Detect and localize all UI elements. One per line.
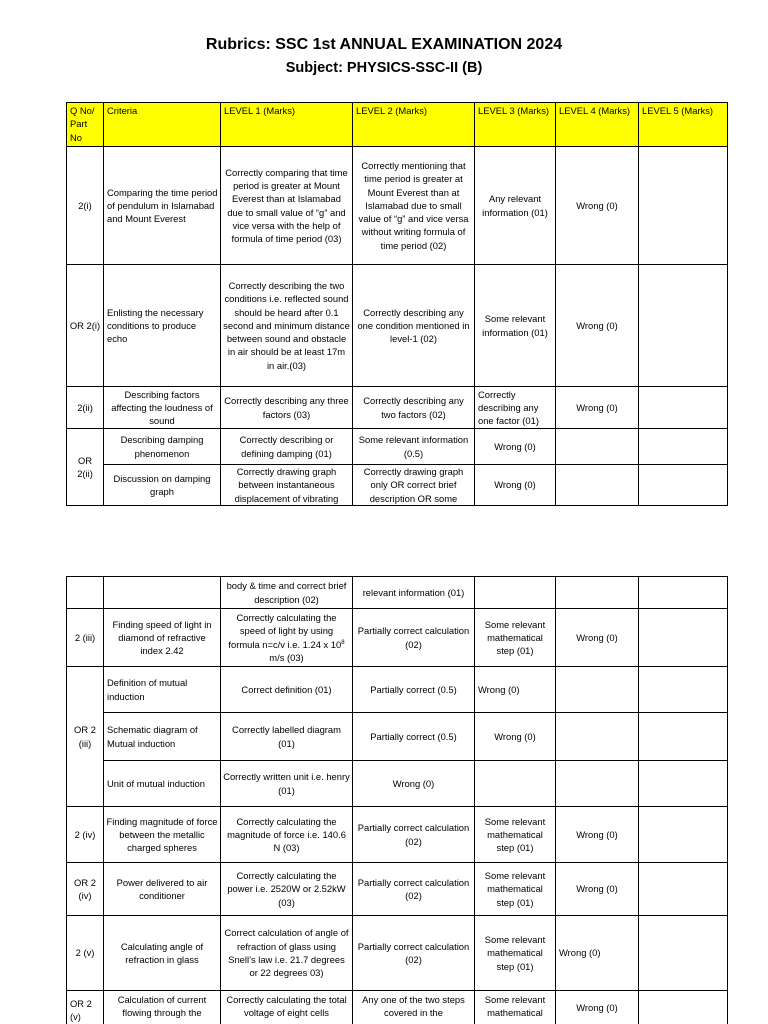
- cell-level-5: [639, 807, 728, 863]
- cell-level-5: [639, 265, 728, 387]
- cell-qno: 2(ii): [67, 387, 104, 429]
- cell-level-5: [639, 761, 728, 807]
- rubric-table-page-2: [66, 576, 728, 1024]
- cell-level-1: Correctly labelled diagram (01): [221, 713, 353, 761]
- cell-level-1: body & time and correct brief description (02): [221, 577, 353, 609]
- cell-level-1: Correct definition (01): [221, 667, 353, 713]
- cell-criteria: Discussion on damping graph: [104, 465, 221, 506]
- cell-level-4: [556, 465, 639, 506]
- cell-level-3: Any relevant information (01): [475, 147, 556, 265]
- cell-level-2: Partially correct calculation (02): [353, 609, 475, 667]
- cell-level-3: Wrong (0): [475, 429, 556, 465]
- cell-criteria: Finding speed of light in diamond of refractive index 2.42: [104, 609, 221, 667]
- cell-qno: 2 (iii): [67, 609, 104, 667]
- cell-criteria: Unit of mutual induction: [104, 761, 221, 807]
- cell-level-1: Correctly describing the two conditions i.e. reflected sound should be heard after 0.1 second and minimum distance between sound and obstacle in air should be at least 17m in air.(03): [221, 265, 353, 387]
- cell-level-1-unit: m/s (03): [269, 651, 304, 663]
- cell-level-5: [639, 387, 728, 429]
- header-level-5: LEVEL 5 (Marks): [639, 103, 728, 147]
- table-row: [67, 429, 728, 465]
- cell-level-3: [475, 577, 556, 609]
- cell-level-5: [639, 147, 728, 265]
- cell-level-3: Some relevant mathematical step (01): [475, 609, 556, 667]
- header-level-4: LEVEL 4 (Marks): [556, 103, 639, 147]
- cell-level-4: Wrong (0): [556, 387, 639, 429]
- cell-level-3: Wrong (0): [475, 465, 556, 506]
- cell-criteria: Enlisting the necessary conditions to produce echo: [104, 265, 221, 387]
- cell-qno: OR 2(ii): [67, 429, 104, 506]
- cell-level-1: Correct calculation of angle of refraction of glass using Snell’s law i.e. 21.7 degrees or 22 degrees 03): [221, 916, 353, 991]
- document-title: Rubrics: SSC 1st ANNUAL EXAMINATION 2024: [205, 36, 563, 53]
- cell-criteria: Schematic diagram of Mutual induction: [104, 713, 221, 761]
- cell-criteria: Calculating angle of refraction in glass: [104, 916, 221, 991]
- cell-level-5: [639, 667, 728, 713]
- cell-level-4: [556, 429, 639, 465]
- cell-level-1: Correctly describing any three factors (03): [221, 387, 353, 429]
- cell-level-2: Correctly describing any one condition mentioned in level-1 (02): [353, 265, 475, 387]
- cell-level-4: Wrong (0): [556, 609, 639, 667]
- header-qno: Q No/ Part No: [67, 103, 104, 147]
- cell-qno: 2 (v): [67, 916, 104, 991]
- cell-level-5: [639, 713, 728, 761]
- exponent-superscript: 8: [341, 639, 345, 646]
- table-row: [67, 761, 728, 807]
- cell-level-1: Correctly calculating the magnitude of force i.e. 140.6 N (03): [221, 807, 353, 863]
- cell-level-3: Some relevant mathematical step (01): [475, 863, 556, 916]
- cell-qno: 2 (iv): [67, 807, 104, 863]
- cell-qno: OR 2 (v): [67, 991, 104, 1024]
- cell-level-4: Wrong (0): [556, 147, 639, 265]
- cell-level-3: Wrong (0): [475, 713, 556, 761]
- cell-criteria: Calculation of current flowing through the: [104, 991, 221, 1024]
- cell-qno: OR 2(i): [67, 265, 104, 387]
- cell-level-2: Correctly describing any two factors (02): [353, 387, 475, 429]
- cell-level-1: Correctly calculating the total voltage of eight cells: [221, 991, 353, 1024]
- table-row: [67, 147, 728, 265]
- table-header-row: [67, 103, 728, 147]
- document-subtitle: Subject: PHYSICS-SSC-II (B): [285, 60, 483, 76]
- cell-level-2: Correctly drawing graph only OR correct brief description OR some: [353, 465, 475, 506]
- cell-criteria: Describing factors affecting the loudness of sound: [104, 387, 221, 429]
- cell-level-5: [639, 609, 728, 667]
- table-row: [67, 577, 728, 609]
- table-row: [67, 609, 728, 667]
- header-level-2: LEVEL 2 (Marks): [353, 103, 475, 147]
- cell-criteria: Definition of mutual induction: [104, 667, 221, 713]
- cell-level-3: Some relevant mathematical: [475, 991, 556, 1024]
- cell-level-2: Partially correct (0.5): [353, 667, 475, 713]
- cell-level-5: [639, 916, 728, 991]
- table-row: [67, 807, 728, 863]
- cell-level-5: [639, 429, 728, 465]
- cell-level-4: Wrong (0): [556, 991, 639, 1024]
- cell-level-4: [556, 667, 639, 713]
- cell-level-4: Wrong (0): [556, 807, 639, 863]
- cell-level-2: Some relevant information (0.5): [353, 429, 475, 465]
- cell-level-3: Wrong (0): [475, 667, 556, 713]
- cell-level-4: [556, 577, 639, 609]
- cell-level-3: Some relevant mathematical step (01): [475, 807, 556, 863]
- cell-level-5: [639, 991, 728, 1024]
- cell-level-3: Some relevant information (01): [475, 265, 556, 387]
- cell-level-4: Wrong (0): [556, 863, 639, 916]
- cell-qno: [67, 577, 104, 609]
- cell-level-2: Correctly mentioning that time period is greater at Mount Everest than at Islamabad due to small value of “g” and vice versa without writing formula of time period (02): [353, 147, 475, 265]
- cell-level-1: Correctly calculating the power i.e. 2520W or 2.52kW (03): [221, 863, 353, 916]
- cell-qno: OR 2 (iii): [67, 667, 104, 807]
- table-row: [67, 863, 728, 916]
- cell-level-2: Partially correct calculation (02): [353, 807, 475, 863]
- cell-level-1: [221, 609, 353, 667]
- cell-level-2: Any one of the two steps covered in the: [353, 991, 475, 1024]
- cell-level-1: Correctly describing or defining damping (01): [221, 429, 353, 465]
- cell-qno: 2(i): [67, 147, 104, 265]
- table-row: [67, 713, 728, 761]
- cell-level-1: Correctly comparing that time period is greater at Mount Everest than at Islamabad due to small value of “g” and vice versa with the help of formula of time period (03): [221, 147, 353, 265]
- table-row: [67, 265, 728, 387]
- cell-criteria: Finding magnitude of force between the metallic charged spheres: [104, 807, 221, 863]
- cell-criteria: Describing damping phenomenon: [104, 429, 221, 465]
- cell-criteria: Comparing the time period of pendulum in Islamabad and Mount Everest: [104, 147, 221, 265]
- cell-criteria: [104, 577, 221, 609]
- table-row: [67, 991, 728, 1024]
- table-row: [67, 916, 728, 991]
- cell-level-3: Some relevant mathematical step (01): [475, 916, 556, 991]
- cell-criteria: Power delivered to air conditioner: [104, 863, 221, 916]
- cell-level-2: Partially correct (0.5): [353, 713, 475, 761]
- table-row: [67, 387, 728, 429]
- header-criteria: Criteria: [104, 103, 221, 147]
- table-row: [67, 465, 728, 506]
- cell-level-4: [556, 761, 639, 807]
- cell-level-4: [556, 713, 639, 761]
- cell-level-5: [639, 465, 728, 506]
- cell-level-2: Partially correct calculation (02): [353, 863, 475, 916]
- cell-level-4: Wrong (0): [556, 916, 639, 991]
- cell-qno: OR 2 (iv): [67, 863, 104, 916]
- cell-level-2: Wrong (0): [353, 761, 475, 807]
- table-row: [67, 667, 728, 713]
- cell-level-2: relevant information (01): [353, 577, 475, 609]
- cell-level-4: Wrong (0): [556, 265, 639, 387]
- cell-level-1: Correctly drawing graph between instantaneous displacement of vibrating: [221, 465, 353, 506]
- cell-level-3: [475, 761, 556, 807]
- cell-level-5: [639, 577, 728, 609]
- header-level-3: LEVEL 3 (Marks): [475, 103, 556, 147]
- rubric-table-page-1: [66, 102, 728, 506]
- cell-level-3: Correctly describing any one factor (01): [475, 387, 556, 429]
- cell-level-1: Correctly written unit i.e. henry (01): [221, 761, 353, 807]
- cell-level-1-text: Correctly calculating the speed of light by using formula n=c/v i.e. 1.24 x 10: [228, 611, 342, 650]
- cell-level-2: Partially correct calculation (02): [353, 916, 475, 991]
- header-level-1: LEVEL 1 (Marks): [221, 103, 353, 147]
- cell-level-5: [639, 863, 728, 916]
